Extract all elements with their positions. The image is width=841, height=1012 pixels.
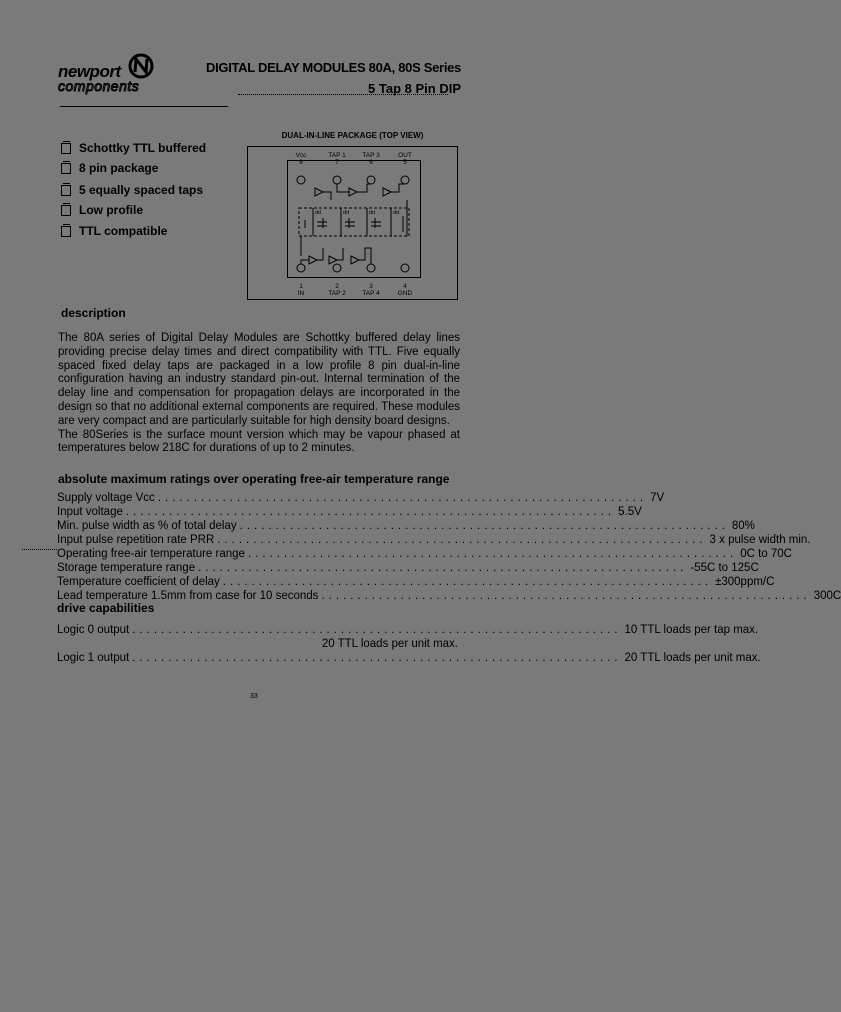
drive-row: Logic 0 output .................................................................... 10 TTL loads per tap max.: [57, 624, 759, 636]
rating-row: Min. pulse width as % of total delay .................................................................... 80%: [57, 520, 755, 532]
checkbox-icon: [61, 163, 71, 174]
page-title: DIGITAL DELAY MODULES 80A, 80S Series: [205, 60, 461, 75]
header-rule: [60, 106, 228, 107]
rating-row: Input voltage .................................................................... 5.5V: [57, 506, 642, 518]
description-heading: description: [61, 306, 126, 320]
page-subtitle: 5 Tap 8 Pin DIP: [368, 81, 461, 96]
feature-item: 5 equally spaced taps: [61, 182, 203, 198]
rating-row: Temperature coefficient of delay .................................................................... ±300ppm/C: [57, 576, 775, 588]
page-number: 33: [250, 693, 258, 700]
rating-row: Supply voltage Vcc .................................................................... 7V: [57, 492, 665, 504]
margin-dotted-rule: [22, 549, 57, 550]
checkbox-icon: [61, 226, 71, 237]
rating-row: Lead temperature 1.5mm from case for 10 seconds .................................................................... 300C: [57, 590, 841, 602]
drive-row: Logic 1 output .................................................................... 20 TTL loads per unit max.: [57, 652, 761, 664]
delay-label: dd: [369, 210, 376, 216]
logo-components: components: [58, 78, 140, 94]
newport-logo-icon: [126, 50, 158, 82]
description-paragraph: The 80Series is the surface mount version which may be vapour phased at temperatures below 218C for durations of up to 2 minutes.: [58, 428, 460, 455]
drive-heading: drive capabilities: [57, 601, 155, 615]
feature-item: TTL compatible: [61, 223, 167, 239]
description-paragraph: The 80A series of Digital Delay Modules are Schottky buffered delay lines providing precise delay times and direct compatibility with TTL. Five equally spaced fixed delay taps are packaged in a low profile 8 pin dual-in-line configuration having an industry standard pin-out. Internal termination of the delay line and compensation for propagation delays are incorporated in the design so that no additional external components are required. These modules are very compact and are particularly suitable for high density board designs.: [58, 332, 460, 427]
checkbox-icon: [61, 143, 71, 154]
feature-item: 8 pin package: [61, 160, 158, 176]
delay-label: dd: [343, 210, 350, 216]
pin-label-bottom: 3 TAP 4: [362, 283, 380, 297]
description-body: [58, 332, 460, 456]
feature-item: Schottky TTL buffered: [61, 140, 206, 156]
package-diagram-title: DUAL-IN-LINE PACKAGE (TOP VIEW): [281, 131, 424, 140]
drive-row: 20 TTL loads per unit max.: [321, 638, 458, 650]
pin-label-bottom: 1 IN: [297, 283, 305, 297]
pin-label-bottom: 4 GND: [397, 283, 413, 297]
rating-row: Input pulse repetition rate PRR .................................................................... 3 x pulse width min.: [57, 534, 811, 546]
header-dotted-rule: [238, 94, 448, 95]
feature-item: Low profile: [61, 202, 143, 218]
pin-label-top: OUT 5: [398, 152, 412, 166]
logo-newport: newport: [58, 62, 121, 81]
delay-label: dd: [393, 210, 400, 216]
delay-label: dd: [315, 210, 322, 216]
ratings-heading: absolute maximum ratings over operating free-air temperature range: [58, 472, 450, 486]
checkbox-icon: [61, 185, 71, 196]
pin-label-bottom: 2 TAP 2: [328, 283, 346, 297]
rating-row: Operating free-air temperature range .................................................................... 0C to 70C: [57, 548, 792, 560]
checkbox-icon: [61, 205, 71, 216]
schematic-icon: [287, 160, 421, 278]
rating-row: Storage temperature range .................................................................... -55C to 125C: [57, 562, 759, 574]
pin-label-top: TAP 3 6: [362, 152, 380, 166]
pin-label-top: Vcc 8: [295, 152, 307, 166]
pin-label-top: TAP 1 7: [328, 152, 346, 166]
